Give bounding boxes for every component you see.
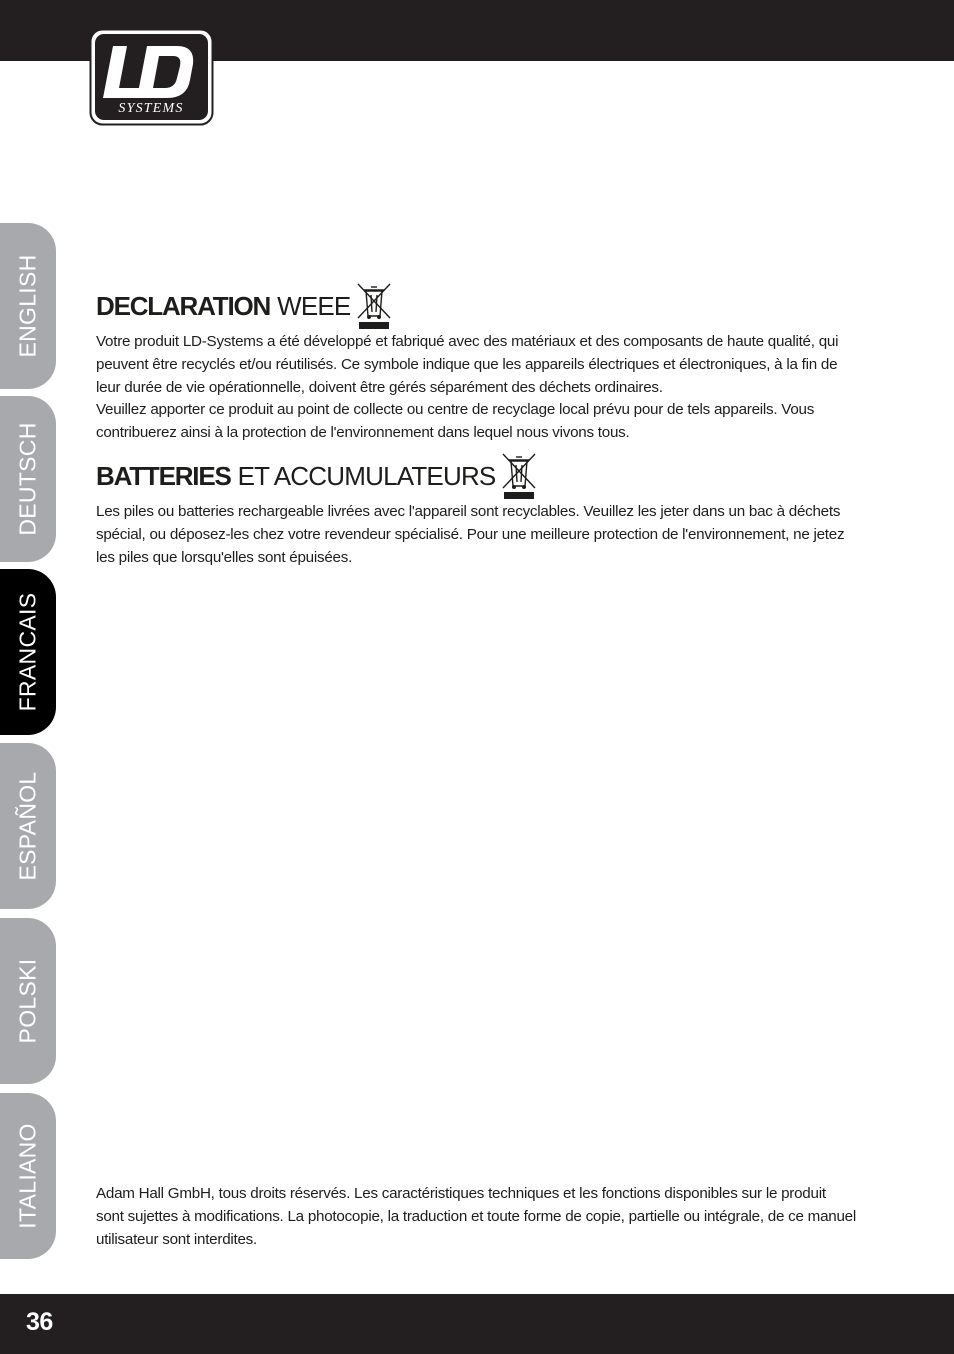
crossed-out-bin-icon bbox=[501, 452, 537, 500]
tab-espanol[interactable] bbox=[0, 743, 56, 909]
ld-systems-logo bbox=[89, 28, 214, 126]
batteries-heading-bold: BATTERIES bbox=[96, 461, 231, 491]
tab-italiano[interactable] bbox=[0, 1093, 56, 1259]
page-number: 36 bbox=[26, 1308, 53, 1336]
tab-italiano-label: ITALIANO bbox=[14, 1123, 41, 1229]
weee-paragraph-1: Votre produit LD-Systems a été développé et fabriqué avec des matériaux et des composants de haute qualité, qui peuvent être recyclés et/ou réutilisés. Ce symbole indique que les appareils électriques et électroniques, à la fin de leur durée de vie opérationnelle, doivent être gérés séparément des déchets ordinaires. bbox=[96, 333, 839, 396]
tab-english-label: ENGLISH bbox=[14, 254, 41, 358]
crossed-out-bin-icon bbox=[356, 282, 392, 330]
tab-deutsch-label: DEUTSCH bbox=[14, 422, 41, 536]
batteries-paragraph-1: Les piles ou batteries rechargeable livrées avec l'appareil sont recyclables. Veuillez les jeter dans un bac à déchets spécial, ou déposez-les chez votre revendeur spécialisé. Pour une meilleure protection de l'environnement, ne jetez les piles que lorsqu'elles sont épuisées. bbox=[96, 503, 845, 566]
tab-deutsch[interactable] bbox=[0, 396, 56, 562]
weee-heading-bold: DECLARATION bbox=[96, 291, 271, 321]
tab-francais-label: FRANCAIS bbox=[14, 592, 41, 712]
tab-english[interactable] bbox=[0, 223, 56, 389]
batteries-heading-rest: ET ACCUMULATEURS bbox=[237, 461, 496, 491]
weee-heading bbox=[96, 282, 392, 330]
tab-polski[interactable] bbox=[0, 918, 56, 1084]
weee-heading-rest: WEEE bbox=[277, 291, 351, 321]
tab-espanol-label: ESPAÑOL bbox=[14, 771, 41, 881]
tab-polski-label: POLSKI bbox=[14, 958, 41, 1044]
bottom-bar bbox=[0, 1294, 954, 1354]
weee-paragraph-2: Veuillez apporter ce produit au point de collecte ou centre de recyclage local prévu pour de tels appareils. Vous contribuerez ainsi à la protection de l'environnement dans lequel nous vivons tous. bbox=[96, 401, 815, 441]
batteries-heading bbox=[96, 452, 537, 500]
copyright-note: Adam Hall GmbH, tous droits réservés. Les caractéristiques techniques et les fonctions disponibles sur le produit sont sujettes à modifications. La photocopie, la traduction et toute forme de copie, partielle ou intégrale, de ce manuel utilisateur sont interdites. bbox=[96, 1185, 856, 1248]
tab-francais[interactable] bbox=[0, 569, 56, 735]
logo-systems-text: SYSTEMS bbox=[118, 101, 184, 116]
